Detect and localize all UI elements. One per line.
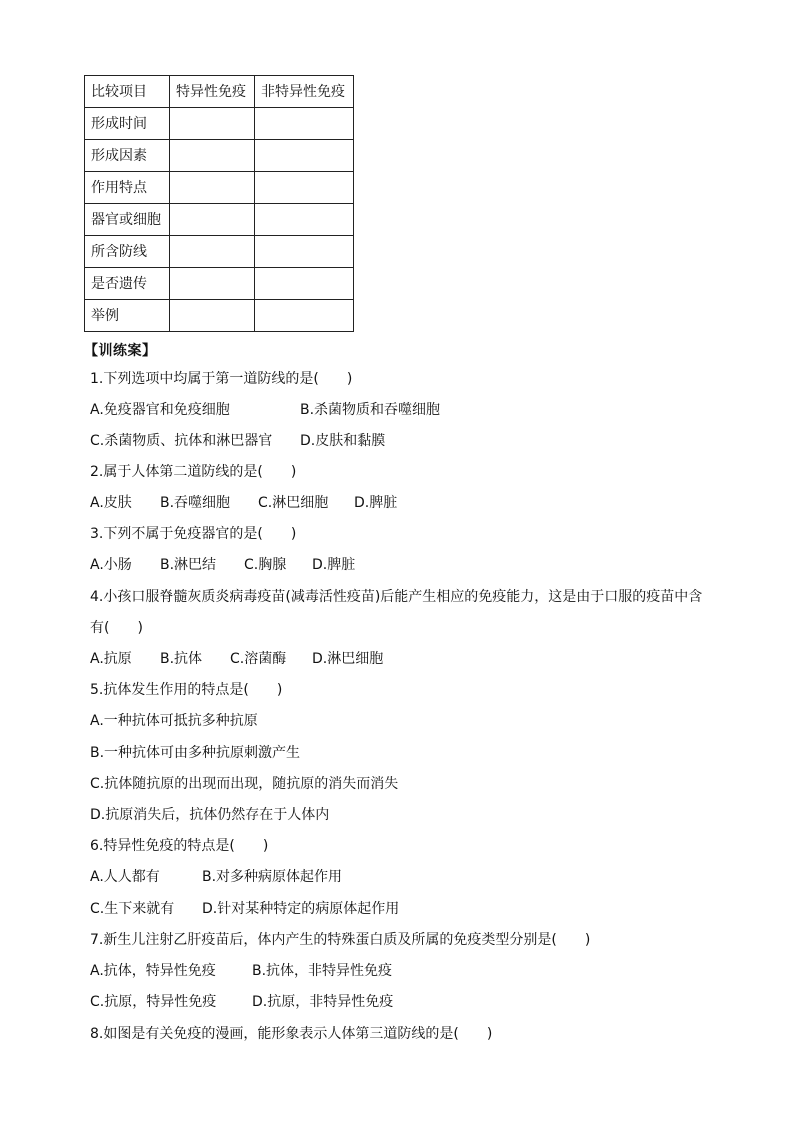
table-header-cell: 比较项目 [85,76,170,108]
option-d: D.针对某种特定的病原体起作用 [202,901,400,917]
option-a: A.皮肤 [90,495,132,511]
question-stem: 6.特异性免疫的特点是( ) [90,838,269,854]
row-label: 作用特点 [85,172,170,204]
option-b: B.淋巴结 [160,557,217,573]
question-stem: 3.下列不属于免疫器官的是( ) [90,526,297,542]
option-a: A.小肠 [90,557,132,573]
option-a: A.抗原 [90,651,132,667]
options-row [90,962,392,980]
options-row [90,432,385,450]
option-d: D.脾脏 [354,495,398,511]
row-label: 是否遗传 [85,268,170,300]
options-row [90,868,342,886]
blank-cell [255,268,354,300]
blank-cell [255,236,354,268]
option-d: D.皮肤和黏膜 [300,433,386,449]
option-c: C.抗体随抗原的出现而出现，随抗原的消失而消失 [90,776,399,792]
option-d: D.抗原，非特异性免疫 [252,994,394,1010]
table-header-cell: 特异性免疫 [170,76,255,108]
blank-cell [255,108,354,140]
option-c: C.溶菌酶 [230,651,287,667]
blank-cell [255,204,354,236]
blank-cell [255,172,354,204]
question-stem: 2.属于人体第二道防线的是( ) [90,464,297,480]
section-title: 【训练案】 [84,343,157,359]
option-c: C.杀菌物质、抗体和淋巴器官 [90,433,273,449]
table-row [85,268,354,300]
options-row [90,556,355,574]
question-stem: 7.新生儿注射乙肝疫苗后，体内产生的特殊蛋白质及所属的免疫类型分别是( ) [90,932,591,948]
blank-cell [170,268,255,300]
options-row [90,494,397,512]
option-c: C.淋巴细胞 [258,495,329,511]
comparison-table [84,75,354,332]
option-b: B.抗体，非特异性免疫 [252,963,393,979]
option-c: C.胸腺 [244,557,287,573]
table-row [85,108,354,140]
option-b: B.吞噬细胞 [160,495,231,511]
option-a: A.人人都有 [90,869,160,885]
blank-cell [255,140,354,172]
blank-cell [255,300,354,332]
table-row [85,140,354,172]
blank-cell [170,140,255,172]
row-label: 举例 [85,300,170,332]
question-stem-continued: 有( ) [90,620,143,636]
options-row [90,900,399,918]
option-d: D.淋巴细胞 [312,651,384,667]
row-label: 形成时间 [85,108,170,140]
option-a: A.抗体，特异性免疫 [90,963,216,979]
row-label: 形成因素 [85,140,170,172]
options-row [90,993,393,1011]
blank-cell [170,204,255,236]
option-c: C.抗原，特异性免疫 [90,994,217,1010]
table-row [85,172,354,204]
options-row [90,650,383,668]
table-row [85,204,354,236]
option-b: B.一种抗体可由多种抗原刺激产生 [90,745,301,761]
option-b: B.杀菌物质和吞噬细胞 [300,402,441,418]
blank-cell [170,236,255,268]
question-stem: 8.如图是有关免疫的漫画，能形象表示人体第三道防线的是( ) [90,1026,493,1042]
row-label: 所含防线 [85,236,170,268]
options-row [90,401,440,419]
table-header-row [85,76,354,108]
option-d: D.抗原消失后，抗体仍然存在于人体内 [90,807,330,823]
blank-cell [170,300,255,332]
option-a: A.一种抗体可抵抗多种抗原 [90,713,258,729]
table-row [85,236,354,268]
blank-cell [170,172,255,204]
question-stem: 1.下列选项中均属于第一道防线的是( ) [90,371,353,387]
option-b: B.抗体 [160,651,203,667]
blank-cell [170,108,255,140]
option-c: C.生下来就有 [90,901,175,917]
question-stem: 4.小孩口服脊髓灰质炎病毒疫苗(减毒活性疫苗)后能产生相应的免疫能力，这是由于口服的疫苗中含 [90,589,703,605]
question-stem: 5.抗体发生作用的特点是( ) [90,682,283,698]
option-d: D.脾脏 [312,557,356,573]
option-b: B.对多种病原体起作用 [202,869,343,885]
table-row [85,300,354,332]
row-label: 器官或细胞 [85,204,170,236]
table-header-cell: 非特异性免疫 [255,76,354,108]
option-a: A.免疫器官和免疫细胞 [90,402,230,418]
